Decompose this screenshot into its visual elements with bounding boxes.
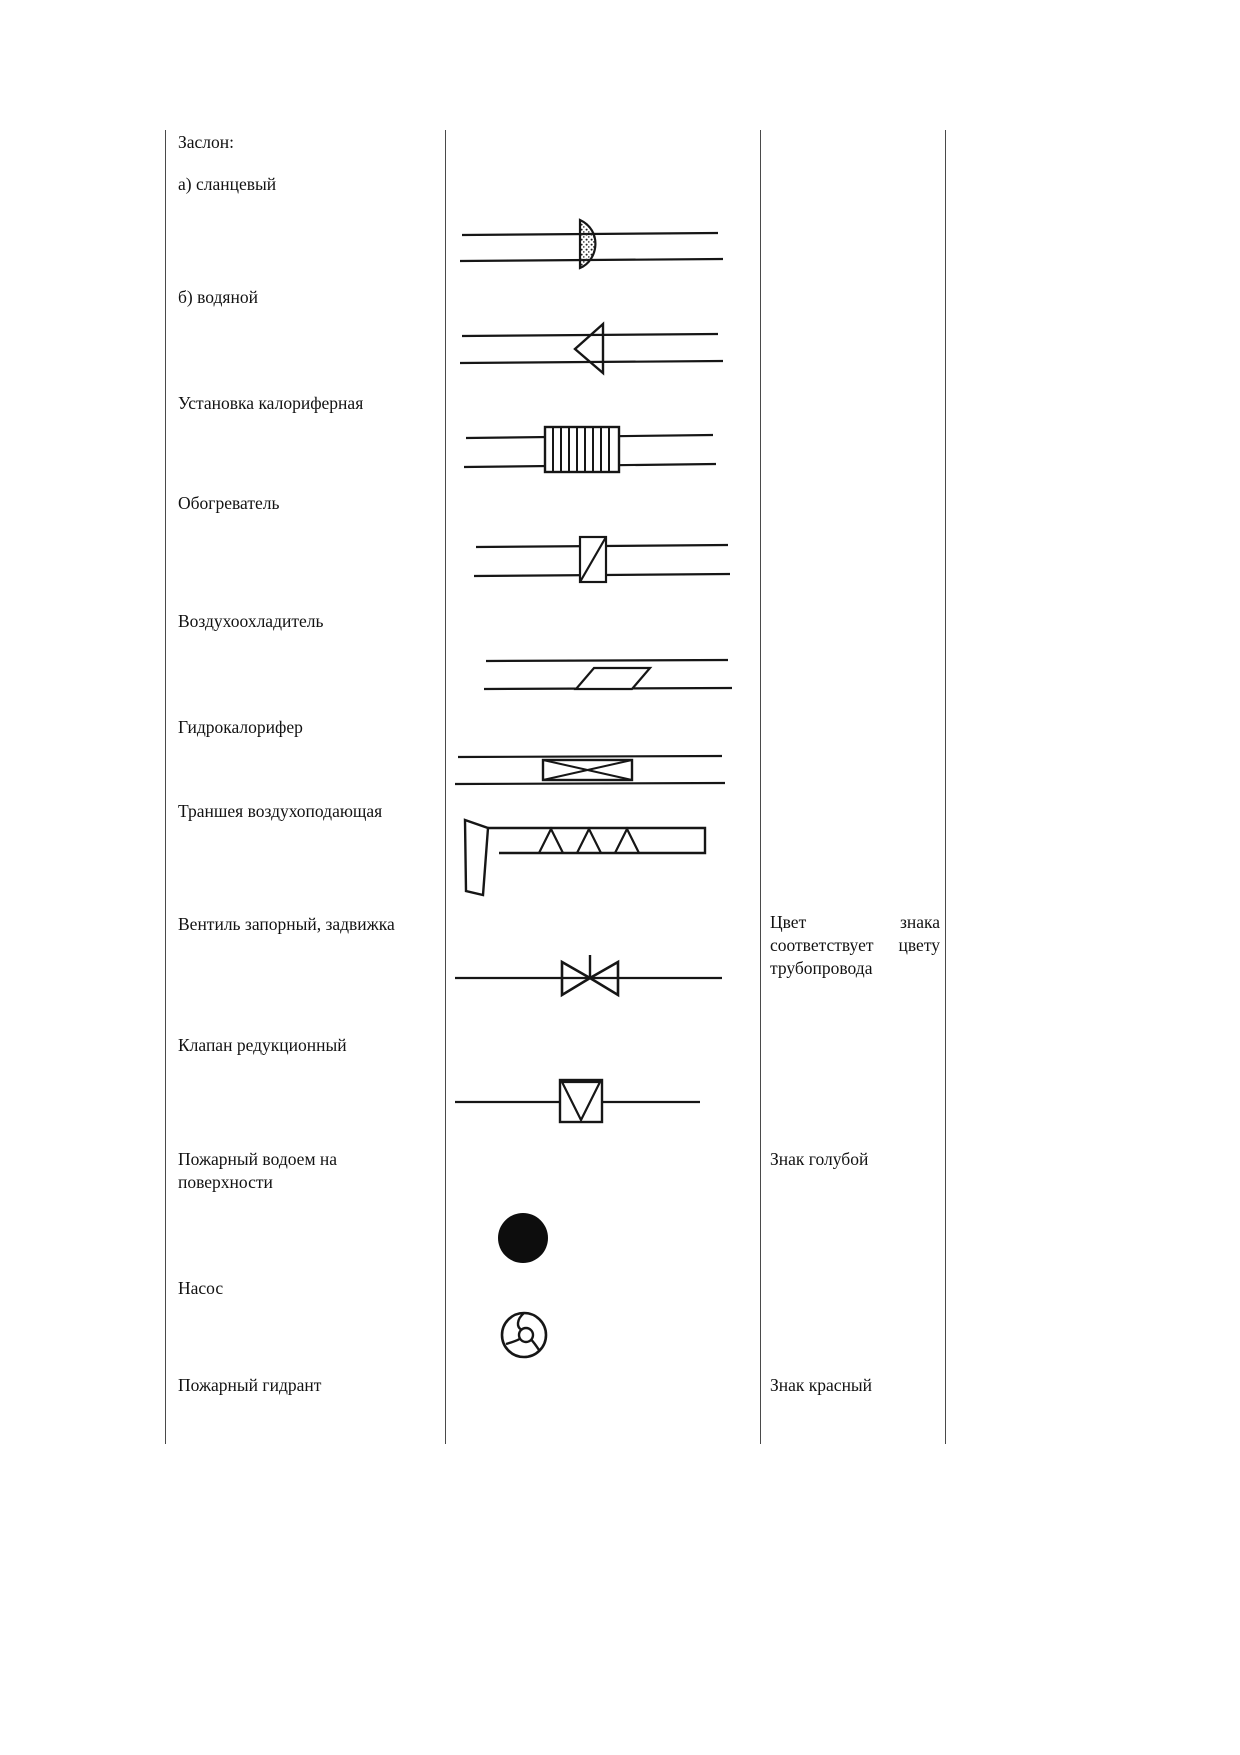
table-border-right bbox=[945, 130, 946, 1444]
air-supply-trench-icon bbox=[455, 815, 725, 905]
reduction-valve-icon bbox=[450, 1068, 710, 1136]
row-label-hydrocalorifer: Гидрокалорифер bbox=[178, 717, 303, 737]
row-label-air-supply-trench: Траншея воздухоподающая bbox=[178, 801, 383, 821]
row-label-zaslon-b: б) водяной bbox=[178, 287, 258, 307]
row-label-fire-reservoir: Пожарный водоем на поверхности bbox=[178, 1149, 338, 1192]
row-label-zaslon-a: а) сланцевый bbox=[178, 174, 277, 194]
air-cooler-icon bbox=[478, 648, 740, 700]
heater-icon bbox=[470, 530, 735, 588]
shutoff-valve-icon bbox=[450, 942, 730, 1012]
row-label-shutoff-valve: Вентиль запорный, задвижка bbox=[178, 914, 395, 934]
row-label-pump: Насос bbox=[178, 1278, 224, 1298]
row-label-heater: Обогреватель bbox=[178, 493, 280, 513]
shale-barrier-icon bbox=[455, 213, 725, 275]
note-blue-sign: Знак голубой bbox=[770, 1149, 869, 1169]
row-label-heater-installation: Установка калориферная bbox=[178, 393, 364, 413]
row-label-fire-hydrant: Пожарный гидрант bbox=[178, 1375, 322, 1395]
fire-reservoir-icon bbox=[495, 1210, 551, 1266]
table-border-left bbox=[165, 130, 166, 1444]
heater-installation-icon bbox=[460, 420, 720, 478]
hydrocalorifer-icon bbox=[452, 746, 728, 794]
note-red-sign: Знак красный bbox=[770, 1375, 873, 1395]
note-valve-color: Цвет знака соответствует цвету трубопровода bbox=[770, 912, 940, 979]
water-barrier-icon bbox=[455, 316, 725, 380]
pump-icon bbox=[497, 1308, 551, 1362]
table-border-col2 bbox=[445, 130, 446, 1444]
row-label-zaslon: Заслон: bbox=[178, 132, 235, 152]
row-label-air-cooler: Воздухоохладитель bbox=[178, 611, 324, 631]
row-label-reduction-valve: Клапан редукционный bbox=[178, 1035, 347, 1055]
table-border-col3 bbox=[760, 130, 761, 1444]
